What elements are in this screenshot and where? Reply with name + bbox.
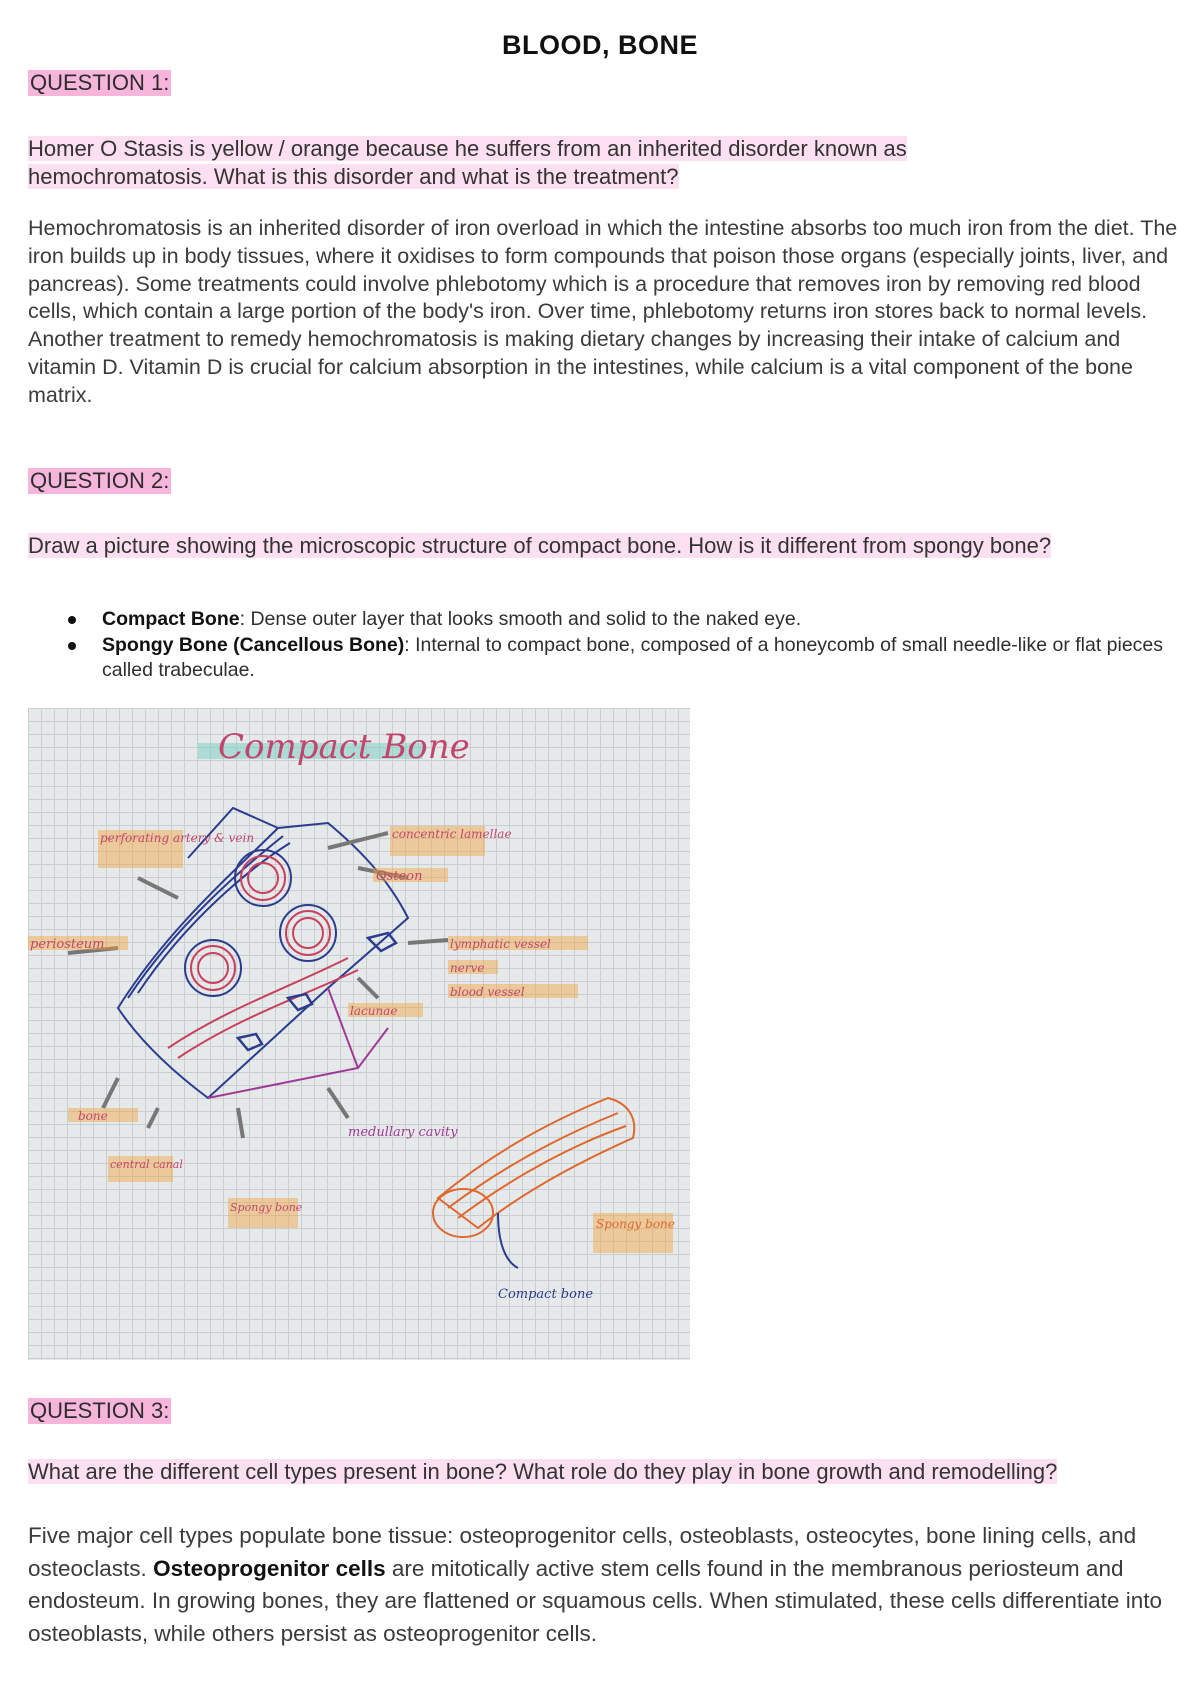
- label-spongy-2: Spongy bone: [596, 1217, 675, 1231]
- bullet-term: Compact Bone: [102, 608, 240, 630]
- label-compact-2: Compact bone: [498, 1287, 594, 1302]
- label-perforating: perforating artery & vein: [100, 831, 255, 845]
- question-2-label: QUESTION 2:: [30, 468, 170, 493]
- compact-bone-drawing: [28, 708, 690, 1360]
- bone-type-list: [64, 607, 1164, 684]
- drawing-canvas: [28, 708, 690, 1360]
- question-1-answer: Hemochromatosis is an inherited disorder of iron overload in which the intestine absorbs too much iron from the diet. The iron builds up in body tissues, where it oxidises to form compounds that poison those organs (especially joints, liver, and pancreas). Some treatments could involve phlebotomy which is a procedure that removes iron by removing red blood cells, which contain a large portion of the body's iron. Over time, phlebotomy returns iron stores back to normal levels. Another treatment to remedy hemochromatosis is making dietary changes by increasing their intake of calcium and vitamin D. Vitamin D is crucial for calcium absorption in the intestines, while calcium is a vital component of the bone matrix.: [28, 216, 1178, 407]
- list-item: [64, 607, 1164, 633]
- drawing-title: Compact Bone: [218, 727, 470, 767]
- question-1-line-1: Homer O Stasis is yellow / orange because he suffers from an inherited disorder known as: [28, 136, 907, 161]
- label-bone: bone: [78, 1109, 108, 1123]
- question-1-line-2: hemochromatosis. What is this disorder and what is the treatment?: [28, 164, 679, 189]
- label-blood: blood vessel: [450, 985, 525, 999]
- question-3-label: QUESTION 3:: [30, 1398, 170, 1423]
- label-lacunae: lacunae: [350, 1004, 398, 1018]
- question-3-text: [28, 1458, 1178, 1486]
- compact-pointer: [498, 1213, 518, 1268]
- bullet-icon: [68, 642, 76, 650]
- label-central: central canal: [110, 1158, 183, 1171]
- bullet-text: : Internal to compact bone, composed of a honeycomb of small needle-like or flat pieces called trabeculae.: [102, 633, 1164, 681]
- question-3-answer: [28, 1520, 1183, 1650]
- answer-3-intro: Five major cell types populate bone tissue: osteoprogenitor cells, osteoblasts, osteocytes, bone lining cells, and osteoclasts.: [28, 1523, 1137, 1581]
- question-2-text: [28, 532, 1178, 560]
- question-2-line: Draw a picture showing the microscopic structure of compact bone. How is it different from spongy bone?: [28, 533, 1052, 558]
- label-lymphatic: lymphatic vessel: [450, 937, 551, 951]
- label-concentric: concentric lamellae: [392, 827, 512, 841]
- label-osteon: Osteon: [376, 869, 423, 884]
- osteon-rings: [168, 856, 388, 1098]
- page-title: BLOOD, BONE: [501, 30, 698, 60]
- bullet-icon: [68, 616, 76, 624]
- label-periosteum: periosteum: [30, 937, 105, 952]
- bullet-text: : Dense outer layer that looks smooth and solid to the naked eye.: [239, 608, 802, 630]
- list-item: [64, 633, 1164, 684]
- answer-3-term: Osteoprogenitor cells: [153, 1555, 386, 1581]
- label-nerve: nerve: [450, 961, 485, 975]
- question-1-text: [28, 135, 1178, 191]
- label-spongy: Spongy bone: [230, 1201, 303, 1214]
- label-medullary: medullary cavity: [348, 1125, 458, 1140]
- bullet-term: Spongy Bone (Cancellous Bone): [102, 633, 405, 656]
- answer-3-rest: are mitotically active stem cells found in the membranous periosteum and endosteum. In growing bones, they are flattened or squamous cells. When stimulated, these cells differentiate into osteoblasts, while others persist as osteoprogenitor cells.: [28, 1555, 1162, 1646]
- drawing-labels: [28, 826, 675, 1302]
- question-1-label: QUESTION 1:: [30, 70, 170, 95]
- question-3-line: What are the different cell types present in bone? What role do they play in bone growth and remodelling?: [28, 1459, 1058, 1484]
